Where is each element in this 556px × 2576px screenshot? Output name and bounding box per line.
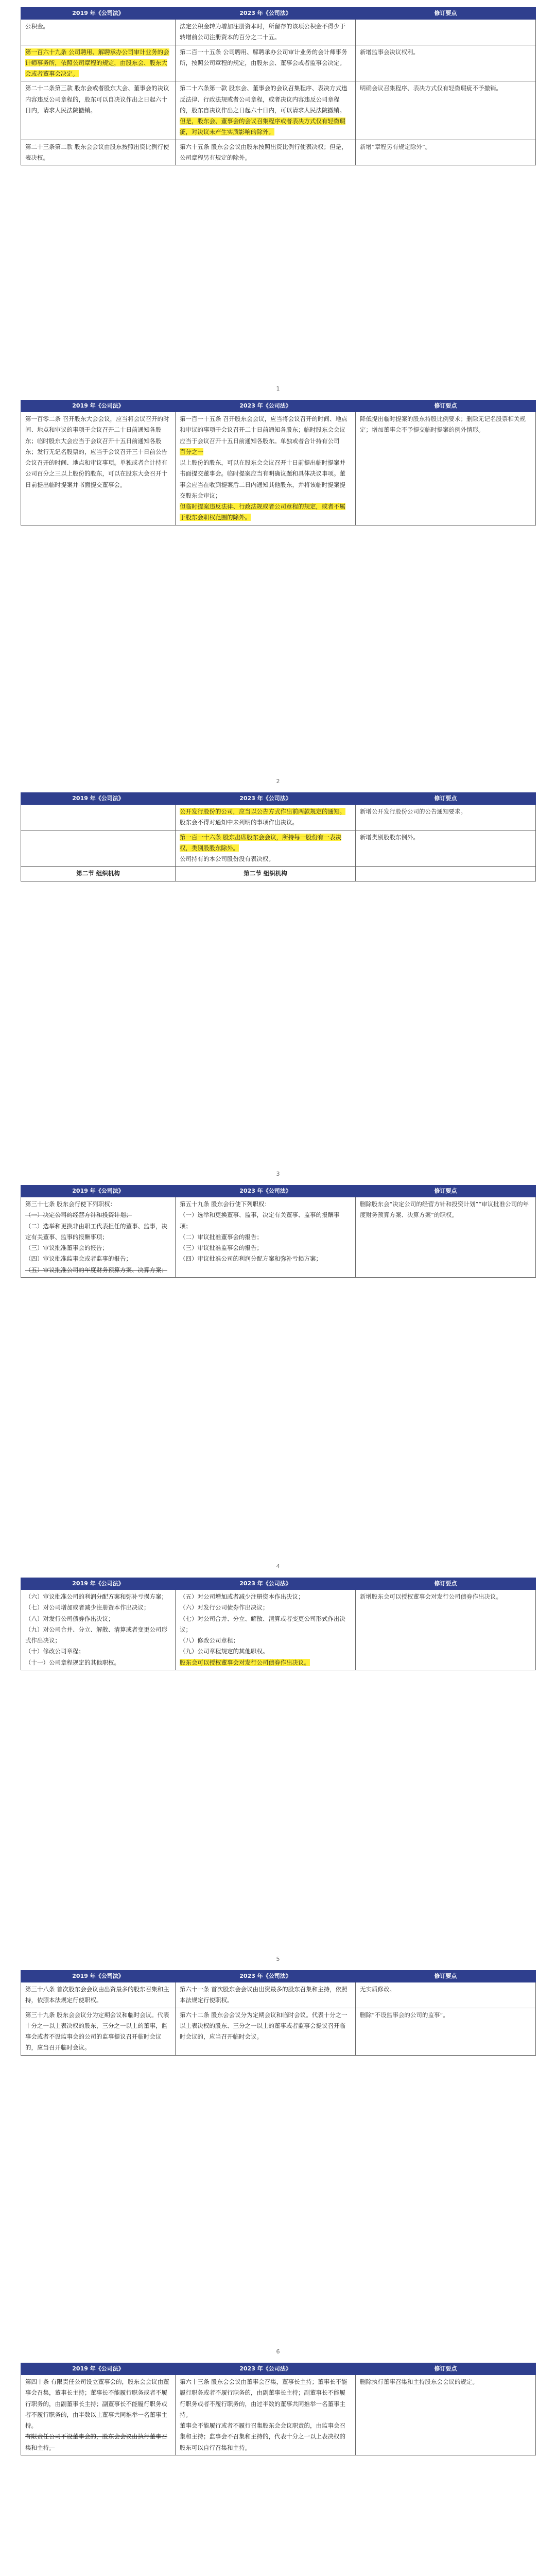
column-header: 2023 年《公司法》: [176, 1971, 356, 1982]
cell-paragraph: 第六十二条 股东会会议分为定期会议和临时会议。代表十分之一以上表决权的股东、三分之一以上的董事或者监事会提议召开临时会议的，应当召开临时会议。: [180, 2011, 348, 2041]
table-row: [21, 2008, 536, 2055]
revision-note-cell: [356, 1982, 536, 2008]
cell-paragraph: 董事会不能履行或者不履行召集股东会会议职责的，由监事会召集和主持；监事会不召集和主持的，代表十分之一以上表决权的股东可以自行召集和主持。: [180, 2422, 345, 2451]
column-header: 修订要点: [356, 1971, 536, 1982]
revision-note-cell: [356, 2375, 536, 2455]
cell-paragraph: 删除执行董事召集和主持股东会会议的规定。: [360, 2378, 478, 2385]
column-header: 2023 年《公司法》: [176, 1578, 356, 1590]
cell-paragraph: 删除股东会“决定公司的经营方针和投资计划”“审议批准公司的年度财务预算方案、决算方案”的职权。: [360, 1200, 529, 1219]
cell-paragraph: （八）修改公司章程；: [180, 1637, 239, 1645]
table-row: [21, 45, 536, 81]
highlighted-text: 第一百六十九条 公司聘用、解聘承办公司审计业务的会计师事务所，依照公司章程的规定，由股东会、股东大会或者董事会决定。: [25, 48, 169, 78]
law-2023-cell: [176, 412, 356, 526]
cell-paragraph: 股东会不得对通知中未列明的事项作出决议。: [180, 819, 298, 826]
cell-paragraph: （一）决定公司的经营方针和投资计划；: [25, 1211, 132, 1219]
comparison-table: [21, 1578, 536, 1670]
law-2019-cell: [21, 140, 176, 165]
column-header: 2019 年《公司法》: [21, 1578, 176, 1590]
column-header: 2023 年《公司法》: [176, 2363, 356, 2375]
cell-paragraph: 第三十八条 首次股东会会议由出资最多的股东召集和主持，依照本法规定行使职权。: [25, 1986, 169, 2004]
cell-paragraph: 第二十六条第一款 股东会、董事会的会议召集程序、表决方式违反法律、行政法规或者公司章程，或者决议内容违反公司章程的，股东自决议作出之日起六十日内，可以请求人民法院撤销。: [180, 84, 348, 114]
cell-paragraph: 第二节 组织机构: [244, 870, 287, 877]
law-2019-cell: [21, 81, 176, 140]
cell-paragraph: [180, 806, 351, 817]
document-page: [0, 400, 556, 785]
column-header: 修订要点: [356, 1578, 536, 1590]
table-row: [21, 1197, 536, 1278]
law-2023-cell: [176, 20, 356, 45]
law-2019-cell: [21, 867, 176, 881]
revision-note-cell: [356, 45, 536, 81]
comparison-table: [21, 7, 536, 165]
column-header: 2019 年《公司法》: [21, 2363, 176, 2375]
law-2019-cell: [21, 1590, 176, 1670]
cell-paragraph: 有限责任公司不设董事会的，股东会会议由执行董事召集和主持。: [25, 2433, 167, 2451]
cell-paragraph: 第四十条 有限责任公司设立董事会的，股东会会议由董事会召集，董事长主持；董事长不能履行职务或者不履行职务的，由副董事长主持；副董事长不能履行职务或者不履行职务的，由半数以上董事共同推举一名董事主持。: [25, 2378, 169, 2430]
table-row: [21, 1982, 536, 2008]
document-page: [0, 7, 556, 393]
cell-paragraph: （十）修改公司章程；: [25, 1648, 84, 1655]
page-number: 5: [276, 1956, 280, 1962]
law-2023-cell: [176, 140, 356, 165]
cell-paragraph: 第三十七条 股东会行使下列职权：: [25, 1200, 116, 1208]
page-number: 2: [276, 778, 280, 785]
cell-paragraph: 第一百一十五条 召开股东会会议，应当将会议召开的时间、地点和审议的事项于会议召开二十日前通知各股东；临时股东会会议应当于会议召开十五日前通知各股东。单独或者合计持有公司: [180, 415, 348, 445]
column-header: 2019 年《公司法》: [21, 1971, 176, 1982]
table-header-row: [21, 793, 536, 805]
table-header-row: [21, 1185, 536, 1197]
cell-paragraph: （九）对公司合并、分立、解散、清算或者变更公司形式作出决议；: [25, 1625, 167, 1645]
cell-paragraph: 第二十三条第二款 股东会会议由股东按照出资比例行使表决权。: [25, 143, 169, 161]
document-page: [0, 2363, 556, 2576]
table-row: [21, 830, 536, 867]
column-header: 2023 年《公司法》: [176, 400, 356, 412]
table-row: [21, 140, 536, 165]
cell-paragraph: 第二十二条第三款 股东会或者股东大会、董事会的决议内容违反公司章程的，股东可以自决议作出之日起六十日内，请求人民法院撤销。: [25, 84, 169, 114]
law-2019-cell: [21, 2375, 176, 2455]
cell-paragraph: 新增公开发行股份公司的公告通知要求。: [360, 808, 466, 815]
column-header: 2019 年《公司法》: [21, 793, 176, 805]
law-2023-cell: [176, 1982, 356, 2008]
cell-paragraph: 降低提出临时提案的股东持股比例要求；删除无记名股票相关规定；增加董事会不予提交临时提案的例外情形。: [360, 415, 526, 434]
highlighted-text: 股东会可以授权董事会对发行公司债券作出决议。: [180, 1658, 310, 1666]
table-row: [21, 1590, 536, 1670]
page-number: 1: [276, 385, 280, 392]
revision-note-cell: [356, 830, 536, 867]
table-header-row: [21, 8, 536, 20]
document-page: [0, 1970, 556, 2355]
highlighted-text: 公开发行股份的公司，应当以公告方式作出前两款规定的通知。: [180, 808, 345, 815]
cell-paragraph: [180, 116, 351, 138]
cell-paragraph: 新增“章程另有规定除外”。: [360, 143, 431, 150]
law-2023-cell: [176, 2008, 356, 2055]
cell-paragraph: 第二节 组织机构: [76, 870, 120, 877]
cell-paragraph: （六）对发行公司债券作出决议；: [180, 1604, 269, 1612]
cell-paragraph: 新增股东会可以授权董事会对发行公司债券作出决议。: [360, 1593, 502, 1600]
cell-paragraph: 明确会议召集程序、表决方式仅有轻微瑕疵不予撤销。: [360, 84, 502, 92]
cell-paragraph: 无实质修改。: [360, 1986, 395, 1993]
revision-note-cell: [356, 1590, 536, 1670]
highlighted-text: 百分之一: [180, 448, 203, 455]
cell-paragraph: 第二百一十五条 公司聘用、解聘承办公司审计业务的会计师事务所，按照公司章程的规定，由股东会、董事会或者监事会决定。: [180, 48, 348, 66]
cell-paragraph: （三）审议批准董事会的报告；: [25, 1244, 108, 1252]
law-2019-cell: [21, 830, 176, 867]
table-row: [21, 412, 536, 526]
cell-paragraph: [180, 447, 351, 457]
table-row: [21, 805, 536, 831]
cell-paragraph: （九）公司章程规定的其他职权。: [180, 1648, 269, 1655]
revision-note-cell: [356, 412, 536, 526]
highlighted-text: 第一百一十六条 股东出席股东会会议，所持每一股份有一表决权，类别股股东除外。: [180, 833, 342, 852]
highlighted-text: 但是，股东会、董事会的会议召集程序或者表决方式仅有轻微瑕疵，对决议未产生实质影响的除外。: [180, 117, 345, 136]
column-header: 2019 年《公司法》: [21, 8, 176, 20]
law-2023-cell: [176, 1197, 356, 1278]
cell-paragraph: 以上股份的股东，可以在股东会会议召开十日前提出临时提案并书面提交董事会。临时提案应当有明确议题和具体决议事项。董事会应当在收到提案后二日内通知其他股东，并将该临时提案提交股东会审议；: [180, 459, 345, 499]
cell-paragraph: （七）对公司增加或者减少注册资本作出决议；: [25, 1604, 150, 1612]
cell-paragraph: （四）审议批准公司的利润分配方案和弥补亏损方案；: [180, 1255, 322, 1263]
cell-paragraph: [180, 832, 351, 854]
cell-paragraph: （五）对公司增加或者减少注册资本作出决议；: [180, 1593, 304, 1600]
law-2023-cell: [176, 45, 356, 81]
column-header: 2023 年《公司法》: [176, 793, 356, 805]
cell-paragraph: （六）审议批准公司的利润分配方案和弥补亏损方案；: [25, 1593, 167, 1600]
law-2019-cell: [21, 2008, 176, 2055]
cell-paragraph: [180, 1657, 351, 1668]
cell-paragraph: 法定公积金转为增加注册资本时，所留存的该项公积金不得少于转增前公司注册资本的百分之二十五。: [180, 23, 345, 41]
cell-paragraph: 第六十一条 首次股东会会议由出资最多的股东召集和主持，依照本法规定行使职权。: [180, 1986, 348, 2004]
column-header: 2019 年《公司法》: [21, 400, 176, 412]
revision-note-cell: [356, 1197, 536, 1278]
law-2019-cell: [21, 805, 176, 831]
cell-paragraph: （八）对发行公司债券作出决议；: [25, 1615, 114, 1622]
cell-paragraph: 第六十五条 股东会会议由股东按照出资比例行使表决权；但是，公司章程另有规定的除外。: [180, 143, 348, 161]
cell-paragraph: （一）选举和更换董事、监事，决定有关董事、监事的报酬事项；: [180, 1211, 340, 1230]
comparison-table: [21, 2363, 536, 2455]
column-header: 2023 年《公司法》: [176, 8, 356, 20]
cell-paragraph: 新增监事会决议权利。: [360, 48, 419, 56]
comparison-table: [21, 792, 536, 882]
table-row: [21, 81, 536, 140]
revision-note-cell: [356, 867, 536, 881]
cell-paragraph: 删除“不设监事会的公司的监事”。: [360, 2011, 449, 2019]
table-row: [21, 2375, 536, 2455]
law-2019-cell: [21, 1982, 176, 2008]
table-row: [21, 867, 536, 881]
page-number: 6: [276, 2348, 280, 2355]
cell-paragraph: 第五十九条 股东会行使下列职权：: [180, 1200, 271, 1208]
cell-paragraph: （五）审议批准公司的年度财务预算方案、决算方案；: [25, 1266, 167, 1274]
cell-paragraph: [180, 501, 351, 523]
cell-paragraph: （二）选举和更换非由职工代表担任的董事、监事，决定有关董事、监事的报酬事项；: [25, 1222, 167, 1241]
law-2019-cell: [21, 20, 176, 45]
cell-paragraph: 第三十九条 股东会会议分为定期会议和临时会议。代表十分之一以上表决权的股东，三分之一以上的董事，监事会或者不设监事会的公司的监事提议召开临时会议的，应当召开临时会议。: [25, 2011, 169, 2052]
cell-paragraph: [25, 47, 171, 80]
page-number: 3: [276, 1171, 280, 1177]
cell-paragraph: 第六十三条 股东会会议由董事会召集，董事长主持；董事长不能履行职务或者不履行职务的，由副董事长主持；副董事长不能履行职务或者不履行职务的，由过半数的董事共同推举一名董事主持。: [180, 2378, 348, 2418]
law-2019-cell: [21, 45, 176, 81]
cell-paragraph: （十一）公司章程规定的其他职权。: [25, 1658, 120, 1666]
document-page: [0, 1578, 556, 1963]
law-2023-cell: [176, 1590, 356, 1670]
table-header-row: [21, 1578, 536, 1590]
table-header-row: [21, 2363, 536, 2375]
comparison-table: [21, 400, 536, 526]
revision-note-cell: [356, 20, 536, 45]
law-2023-cell: [176, 867, 356, 881]
revision-note-cell: [356, 805, 536, 831]
column-header: 修订要点: [356, 8, 536, 20]
cell-paragraph: （二）审议批准董事会的报告；: [180, 1233, 263, 1241]
revision-note-cell: [356, 140, 536, 165]
cell-paragraph: 公司持有的本公司股份没有表决权。: [180, 855, 274, 863]
law-2019-cell: [21, 412, 176, 526]
revision-note-cell: [356, 81, 536, 140]
law-2023-cell: [176, 2375, 356, 2455]
column-header: 修订要点: [356, 2363, 536, 2375]
revision-note-cell: [356, 2008, 536, 2055]
cell-paragraph: 公积金。: [25, 23, 49, 30]
column-header: 2023 年《公司法》: [176, 1185, 356, 1197]
column-header: 2019 年《公司法》: [21, 1185, 176, 1197]
table-header-row: [21, 400, 536, 412]
cell-paragraph: （四）审议批准监事会或者监事的报告；: [25, 1255, 132, 1263]
cell-paragraph: 新增类别股股东例外。: [360, 833, 419, 841]
law-2023-cell: [176, 805, 356, 831]
highlighted-text: 但临时提案违反法律、行政法规或者公司章程的规定，或者不属于股东会职权范围的除外。: [180, 503, 345, 521]
table-header-row: [21, 1971, 536, 1982]
column-header: 修订要点: [356, 793, 536, 805]
table-row: [21, 20, 536, 45]
cell-paragraph: （七）对公司合并、分立、解散、清算或者变更公司形式作出决议；: [180, 1615, 345, 1633]
page-number: 4: [276, 1563, 280, 1570]
document-page: [0, 792, 556, 1178]
cell-paragraph: 第一百零二条 召开股东大会会议，应当将会议召开的时间、地点和审议的事项于会议召开二十日前通知各股东；临时股东大会应当于会议召开十五日前通知各股东；发行无记名股票的，应当于会议召开三十日前公告会议召开的时间、地点和审议事项。单独或者合计持有公司百分之三以上股份的股东，可以在股东大会召开十日前提出临时提案并书面提交董事会。: [25, 415, 169, 488]
law-2023-cell: [176, 81, 356, 140]
law-2023-cell: [176, 830, 356, 867]
column-header: 修订要点: [356, 400, 536, 412]
law-2019-cell: [21, 1197, 176, 1278]
cell-paragraph: （三）审议批准监事会的报告；: [180, 1244, 263, 1252]
comparison-table: [21, 1970, 536, 2056]
document-page: [0, 1185, 556, 1570]
column-header: 修订要点: [356, 1185, 536, 1197]
comparison-table: [21, 1185, 536, 1278]
